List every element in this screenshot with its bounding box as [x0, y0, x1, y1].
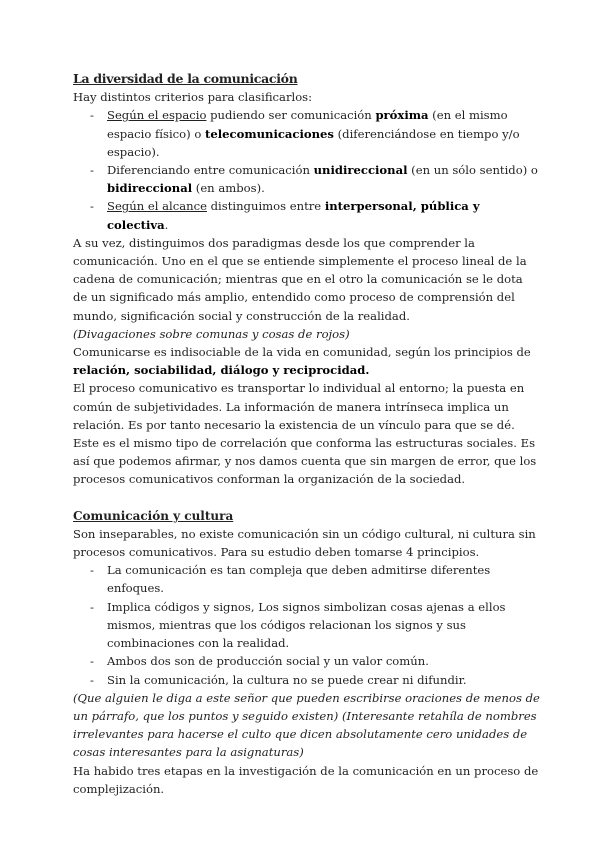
list-item: [73, 161, 540, 197]
principles-list: [73, 561, 540, 688]
criteria-text: distinguimos entre: [206, 199, 325, 214]
criteria-term: bidireccional: [107, 181, 193, 196]
criteria-intro: Hay distintos criterios para clasificarlos:: [73, 90, 313, 105]
criteria-term: telecomunicaciones: [205, 126, 334, 141]
criteria-text: pudiendo ser comunicación: [206, 108, 376, 123]
criteria-text: (en el mismo espacio físico) o: [107, 108, 508, 141]
criteria-text: .: [164, 217, 169, 232]
criteria-text: Diferenciando entre comunicación: [107, 163, 314, 178]
culture-intro: Son inseparables, no existe comunicación sin un código cultural, ni cultura sin procesos comunicativos. Para su estudio deben tomarse 4 principios.: [73, 526, 536, 560]
section-title-diversidad: La diversidad de la comunicación: [73, 71, 298, 86]
criteria-text: (diferenciándose en tiempo y/o espacio).: [107, 126, 520, 159]
criteria-text: (en un sólo sentido) o: [407, 163, 538, 178]
principles-paragraph: [73, 343, 540, 379]
closing-paragraph: Ha habido tres etapas en la investigación de la comunicación en un proceso de complejización.: [73, 763, 539, 796]
list-item: - La comunicación es tan compleja que deben admitirse diferentes enfoques.: [73, 561, 540, 597]
criteria-term: interpersonal, pública y colectiva: [107, 199, 480, 232]
principles-end: .: [365, 363, 370, 378]
list-item: [73, 106, 540, 161]
criteria-text: (en ambos).: [192, 181, 265, 196]
section-title-cultura: Comunicación y cultura: [73, 508, 234, 523]
principles-text: Comunicarse es indisociable de la vida en comunidad, según los principios de: [73, 345, 531, 360]
criteria-term: unidireccional: [313, 163, 408, 178]
criteria-lead: Según el espacio: [107, 108, 207, 123]
list-item: - Implica códigos y signos, Los signos simbolizan cosas ajenas a ellos mismos, mientras que los códigos relacionan los signos y sus combinaciones con la realidad.: [73, 598, 540, 653]
principles-bold: relación, sociabilidad, diálogo y reciprocidad: [73, 363, 366, 378]
criteria-lead: Según el alcance: [107, 199, 207, 214]
list-item: [73, 197, 540, 233]
paradigms-paragraph: A su vez, distinguimos dos paradigmas desde los que comprender la comunicación. Uno en el que se entiende simplemente el proceso lineal de la cadena de comunicación; mientras que en el otro la comunicación se le dota de un significado más amplio, entendido como proceso de comprensión del mundo, significación social y construcción de la realidad.: [73, 235, 527, 323]
criteria-list: [73, 106, 540, 233]
aside-comment-2: (Que alguien le diga a este señor que pueden escribirse oraciones de menos de un párrafo, que los puntos y seguido existen) (Interesante retahíla de nombres irrelevantes para hacerse el culto que dicen absolutamente cero unidades de cosas interesantes para la asignaturas): [73, 690, 540, 760]
list-item: - Sin la comunicación, la cultura no se puede crear ni difundir.: [73, 671, 540, 689]
aside-comment-1: (Divagaciones sobre comunas y cosas de rojos): [73, 326, 350, 341]
list-item: - Ambos dos son de producción social y un valor común.: [73, 652, 540, 670]
criteria-term: próxima: [375, 108, 429, 123]
process-paragraph: El proceso comunicativo es transportar lo individual al entorno; la puesta en común de subjetividades. La información de manera intrínseca implica un relación. Es por tanto necesario la existencia de un vínculo para que se dé. Este es el mismo tipo de correlación que conforma las estructuras sociales. Es así que podemos afirmar, y nos damos cuenta que sin margen de error, que los procesos comunicativos conforman la organización de la sociedad.: [73, 381, 537, 487]
